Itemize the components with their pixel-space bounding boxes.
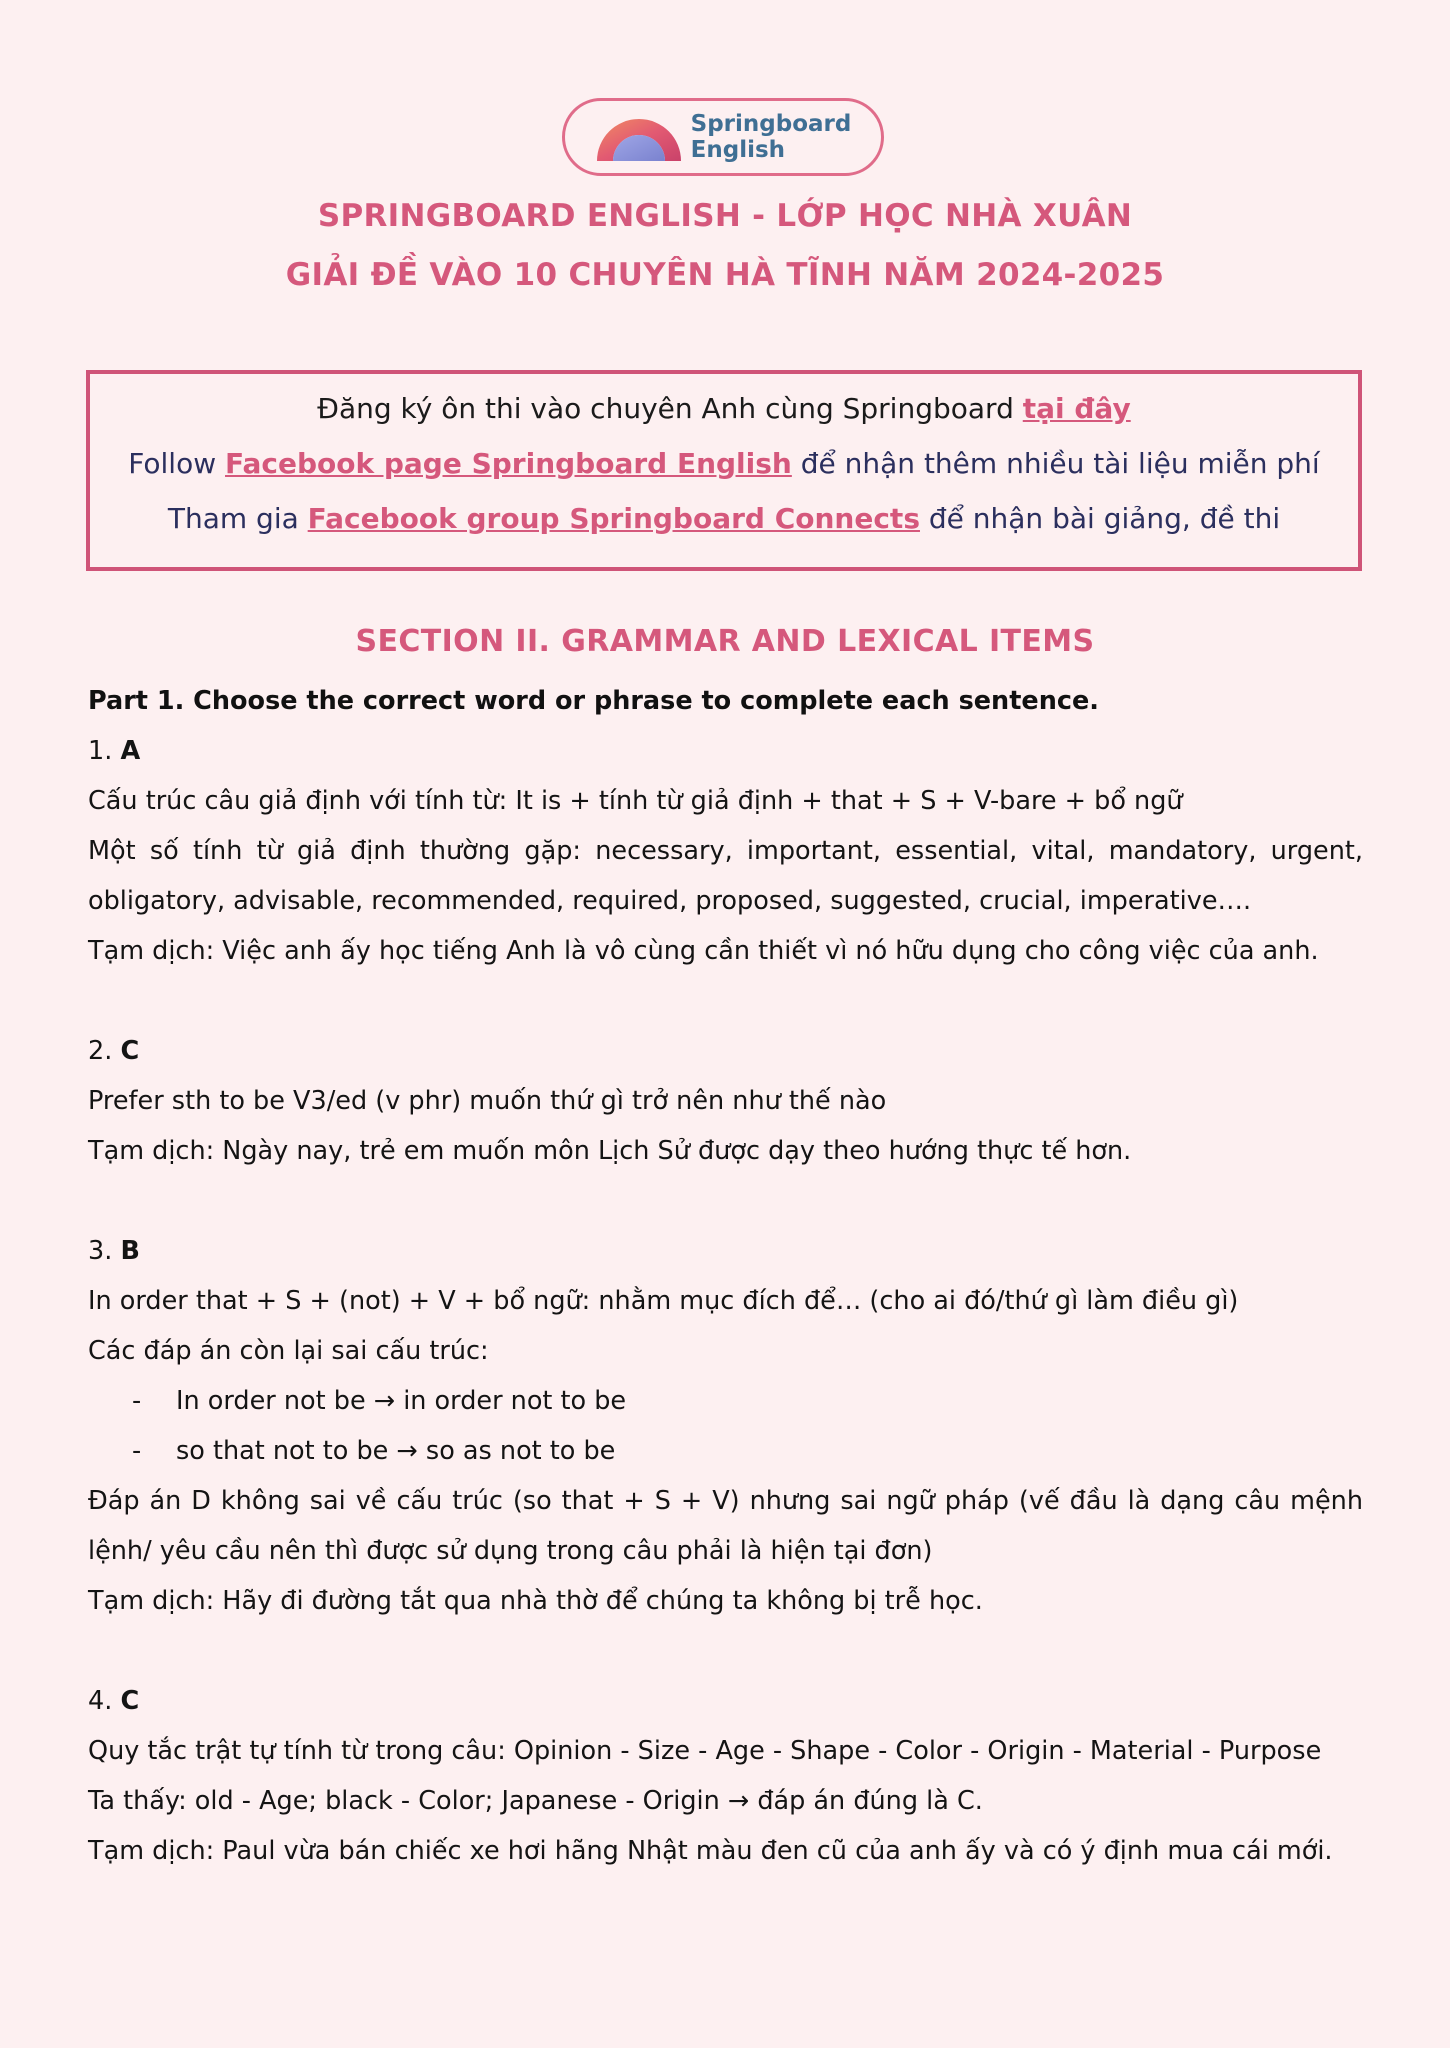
q4-translation: Tạm dịch: Paul vừa bán chiếc xe hơi hãng Nhật màu đen cũ của anh ấy và có ý định mua cái mới. bbox=[88, 1836, 1333, 1866]
logo-line-1: Springboard bbox=[690, 110, 852, 137]
section-heading: SECTION II. GRAMMAR AND LEXICAL ITEMS bbox=[355, 624, 1095, 659]
q2-line-1: Prefer sth to be V3/ed (v phr) muốn thứ gì trở nên như thế nào bbox=[88, 1086, 887, 1116]
document-title: SPRINGBOARD ENGLISH - LỚP HỌC NHÀ XUÂN bbox=[317, 198, 1133, 234]
register-link[interactable]: tại đây bbox=[1022, 392, 1131, 425]
q4-line-1: Quy tắc trật tự tính từ trong câu: Opinion - Size - Age - Shape - Color - Origin - Material - Purpose bbox=[88, 1736, 1322, 1766]
promo-line-group bbox=[90, 502, 1358, 535]
promo-group-suffix: để nhận bài giảng, đề thi bbox=[919, 502, 1281, 535]
question-3-answer bbox=[88, 1226, 1363, 1276]
springboard-logo bbox=[562, 98, 884, 176]
question-4-answer bbox=[88, 1676, 1363, 1726]
list-item: - so that not to be → so as not to be bbox=[132, 1436, 616, 1466]
q1-line-1: Cấu trúc câu giả định với tính từ: It is + tính từ giả định + that + S + V-bare + bổ ngữ bbox=[88, 786, 1183, 816]
q3-line-3: Đáp án D không sai về cấu trúc (so that + S + V) nhưng sai ngữ pháp (vế đầu là dạng câu mệnh lệnh/ yêu cầu nên thì được sử dụng trong câu phải là hiện tại đơn) bbox=[88, 1486, 1363, 1566]
facebook-page-link[interactable]: Facebook page Springboard English bbox=[225, 447, 792, 480]
question-1-answer bbox=[88, 726, 1363, 776]
document-subtitle: GIẢI ĐỀ VÀO 10 CHUYÊN HÀ TĨNH NĂM 2024-2025 bbox=[285, 257, 1165, 293]
promo-follow-suffix: để nhận thêm nhiều tài liệu miễn phí bbox=[791, 447, 1320, 480]
answer-letter: A bbox=[120, 736, 141, 766]
q4-line-2: Ta thấy: old - Age; black - Color; Japanese - Origin → đáp án đúng là C. bbox=[88, 1786, 983, 1816]
q1-line-2: Một số tính từ giả định thường gặp: necessary, important, essential, vital, mandatory, urgent, obligatory, advisable, recommended, required, proposed, suggested, crucial, imperative…. bbox=[88, 836, 1363, 916]
list-item: - In order not be → in order not to be bbox=[132, 1386, 627, 1416]
answer-letter: B bbox=[120, 1236, 140, 1266]
bullet-text: so that not to be → so as not to be bbox=[176, 1436, 616, 1466]
q3-line-1: In order that + S + (not) + V + bổ ngữ: nhằm mục đích để… (cho ai đó/thứ gì làm điều gì) bbox=[88, 1286, 1239, 1316]
question-number: 3. bbox=[88, 1236, 121, 1266]
answer-content bbox=[88, 676, 1363, 1876]
q3-translation: Tạm dịch: Hãy đi đường tắt qua nhà thờ để chúng ta không bị trễ học. bbox=[88, 1586, 983, 1616]
answer-letter: C bbox=[120, 1036, 140, 1066]
promo-line-register bbox=[90, 392, 1358, 425]
q3-line-2: Các đáp án còn lại sai cấu trúc: bbox=[88, 1336, 489, 1366]
answer-letter: C bbox=[120, 1686, 140, 1716]
question-number: 4. bbox=[88, 1686, 121, 1716]
question-number: 1. bbox=[88, 736, 121, 766]
promo-group-prefix: Tham gia bbox=[167, 502, 308, 535]
promo-register-text: Đăng ký ôn thi vào chuyên Anh cùng Springboard bbox=[317, 392, 1023, 425]
promo-line-follow bbox=[90, 447, 1358, 480]
q1-translation: Tạm dịch: Việc anh ấy học tiếng Anh là vô cùng cần thiết vì nó hữu dụng cho công việc của anh. bbox=[88, 936, 1319, 966]
bullet-text: In order not be → in order not to be bbox=[176, 1386, 627, 1416]
promo-box bbox=[86, 370, 1362, 571]
facebook-group-link[interactable]: Facebook group Springboard Connects bbox=[307, 502, 920, 535]
logo-line-2: English bbox=[690, 136, 786, 163]
promo-follow-prefix: Follow bbox=[128, 447, 226, 480]
q2-translation: Tạm dịch: Ngày nay, trẻ em muốn môn Lịch Sử được dạy theo hướng thực tế hơn. bbox=[88, 1136, 1132, 1166]
part-title: Part 1. Choose the correct word or phrase to complete each sentence. bbox=[88, 686, 1099, 716]
rainbow-logo-icon bbox=[595, 109, 683, 165]
question-number: 2. bbox=[88, 1036, 121, 1066]
question-2-answer bbox=[88, 1026, 1363, 1076]
